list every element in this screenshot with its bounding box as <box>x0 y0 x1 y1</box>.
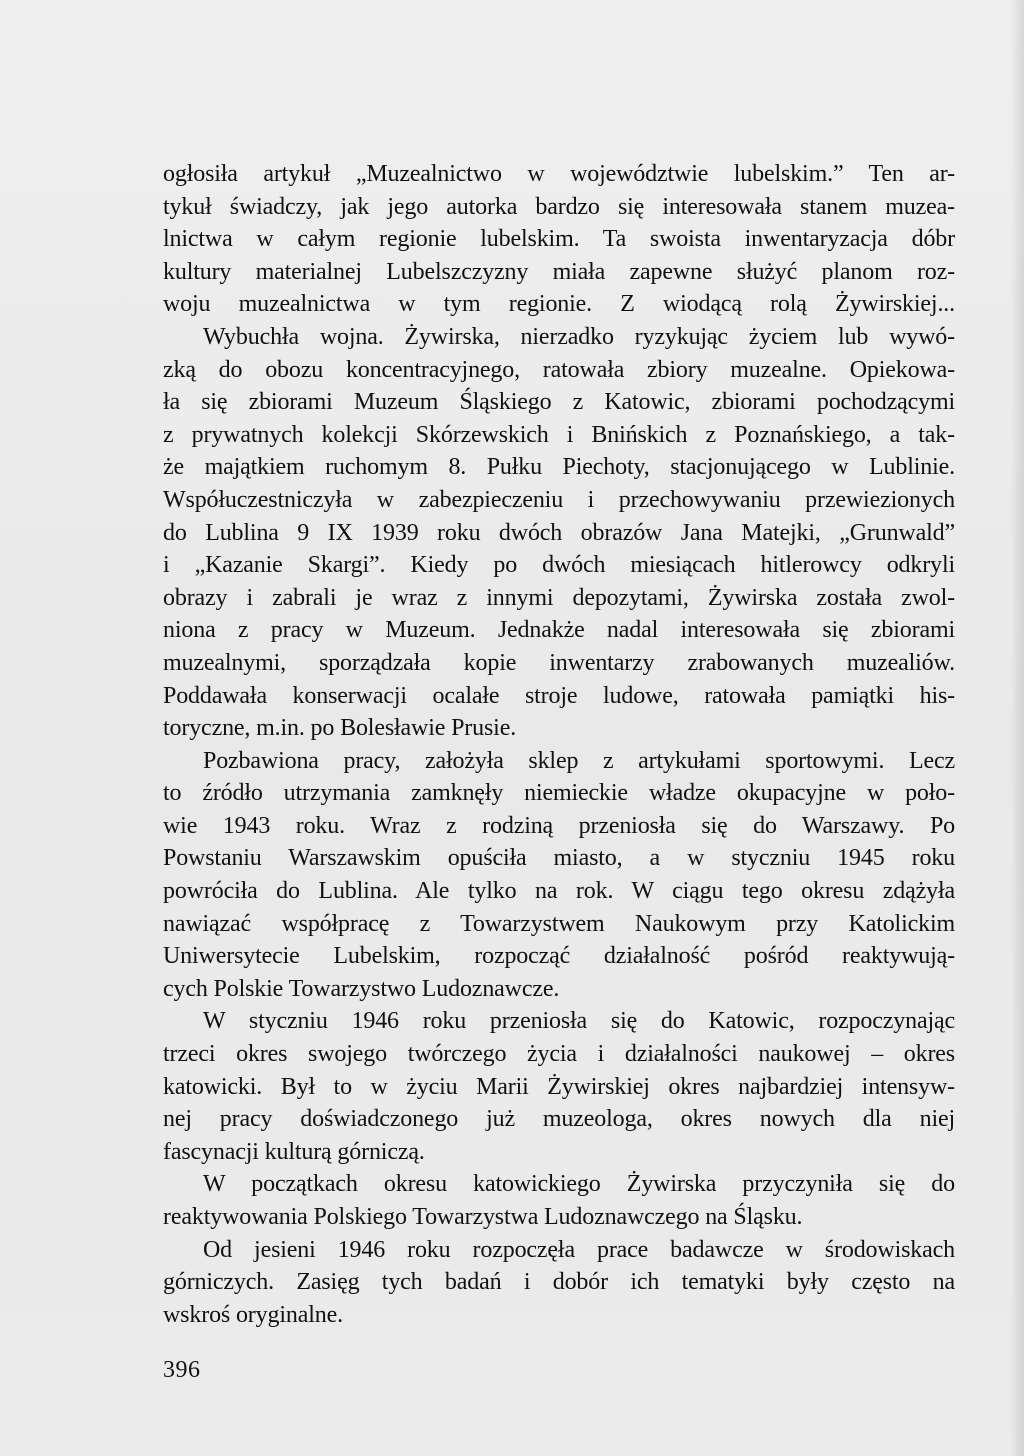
text-line: ła się zbiorami Muzeum Śląskiego z Katowic, zbiorami pochodzącymi <box>163 389 955 416</box>
text-line: powróciła do Lublina. Ale tylko na rok. W ciągu tego okresu zdążyła <box>163 878 955 905</box>
text-line: Wybuchła wojna. Żywirska, nierzadko ryzykując życiem lub wywó- <box>203 323 955 350</box>
text-line: zką do obozu koncentracyjnego, ratowała zbiory muzealne. Opiekowa- <box>163 356 955 383</box>
paragraph <box>163 1234 955 1332</box>
text-line: Od jesieni 1946 roku rozpoczęła prace badawcze w środowiskach <box>203 1236 955 1263</box>
text-line: Powstaniu Warszawskim opuściła miasto, a w styczniu 1945 roku <box>163 845 955 872</box>
paragraph <box>163 745 955 1006</box>
text-line: Pozbawiona pracy, założyła sklep z artykułami sportowymi. Lecz <box>203 747 955 774</box>
text-line: tykuł świadczy, jak jego autorka bardzo się interesowała stanem muzea- <box>163 193 955 220</box>
text-line: Współuczestniczyła w zabezpieczeniu i przechowywaniu przewiezionych <box>163 486 955 513</box>
text-line: górniczych. Zasięg tych badań i dobór ich tematyki były często na <box>163 1269 955 1296</box>
text-line: wskroś oryginalne. <box>163 1301 343 1328</box>
text-line: toryczne, m.in. po Bolesławie Prusie. <box>163 715 517 742</box>
paragraph <box>163 158 955 321</box>
text-line: nej pracy doświadczonego już muzeologa, okres nowych dla niej <box>163 1106 955 1133</box>
text-line: do Lublina 9 IX 1939 roku dwóch obrazów Jana Matejki, „Grunwald” <box>163 519 955 546</box>
text-line: W początkach okresu katowickiego Żywirska przyczyniła się do <box>203 1171 955 1198</box>
paragraph <box>163 1168 955 1233</box>
page-number: 396 <box>163 1357 201 1383</box>
text-line: W styczniu 1946 roku przeniosła się do Katowic, rozpoczynając <box>203 1008 955 1035</box>
paragraph <box>163 1005 955 1168</box>
text-line: niona z pracy w Muzeum. Jednakże nadal interesowała się zbiorami <box>163 617 955 644</box>
body-text <box>163 158 955 1331</box>
text-line: woju muzealnictwa w tym regionie. Z wiodącą rolą Żywirskiej... <box>163 291 955 318</box>
text-line: lnictwa w całym regionie lubelskim. Ta swoista inwentaryzacja dóbr <box>163 226 955 253</box>
text-line: obrazy i zabrali je wraz z innymi depozytami, Żywirska została zwol- <box>163 584 955 611</box>
text-line: Poddawała konserwacji ocalałe stroje ludowe, ratowała pamiątki his- <box>163 682 955 709</box>
text-line: że majątkiem ruchomym 8. Pułku Piechoty, stacjonującego w Lublinie. <box>163 454 955 481</box>
text-line: nawiązać współpracę z Towarzystwem Naukowym przy Katolickim <box>163 910 955 937</box>
paragraph <box>163 321 955 745</box>
text-line: kultury materialnej Lubelszczyzny miała zapewne służyć planom roz- <box>163 258 955 285</box>
text-line: fascynacji kulturą górniczą. <box>163 1138 425 1165</box>
text-line: trzeci okres swojego twórczego życia i działalności naukowej – okres <box>163 1041 955 1068</box>
text-line: ogłosiła artykuł „Muzealnictwo w województwie lubelskim.” Ten ar- <box>163 161 955 187</box>
text-line: Uniwersytecie Lubelskim, rozpocząć działalność pośród reaktywują- <box>163 943 955 970</box>
text-line: cych Polskie Towarzystwo Ludoznawcze. <box>163 975 560 1002</box>
text-line: wie 1943 roku. Wraz z rodziną przeniosła się do Warszawy. Po <box>163 812 955 839</box>
page-edge-shadow <box>1010 0 1024 1456</box>
text-line: muzealnymi, sporządzała kopie inwentarzy zrabowanych muzealiów. <box>163 649 955 676</box>
text-line: katowicki. Był to w życiu Marii Żywirskiej okres najbardziej intensyw- <box>163 1073 955 1100</box>
text-line: reaktywowania Polskiego Towarzystwa Ludoznawczego na Śląsku. <box>163 1204 803 1230</box>
text-line: z prywatnych kolekcji Skórzewskich i Bnińskich z Poznańskiego, a tak- <box>163 421 955 448</box>
text-line: i „Kazanie Skargi”. Kiedy po dwóch miesiącach hitlerowcy odkryli <box>163 552 955 579</box>
text-line: to źródło utrzymania zamknęły niemieckie władze okupacyjne w poło- <box>163 780 955 807</box>
